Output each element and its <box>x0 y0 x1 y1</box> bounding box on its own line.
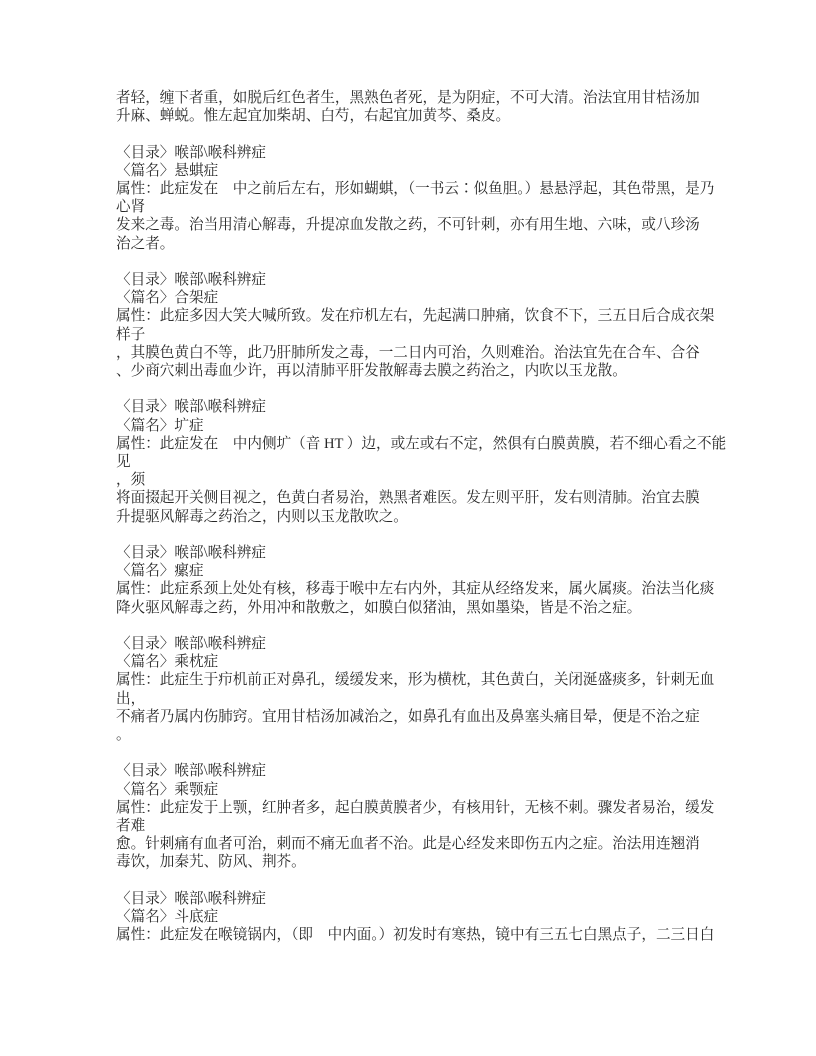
title-line: 〈篇名〉乘颚症 <box>116 781 219 798</box>
body-line: 见 <box>116 454 131 471</box>
title-line: 〈篇名〉瘰症 <box>116 563 204 580</box>
title-line: 〈篇名〉悬蜞症 <box>116 162 219 179</box>
body-line: 、少商穴刺出毒血少许，再以清肺平肝发散解毒去膜之药治之，内吹以玉龙散。 <box>116 363 627 380</box>
body-line: 降火驱风解毒之药，外用冲和散敷之，如膜白似猪油，黑如墨染，皆是不治之症。 <box>116 599 642 616</box>
toc-line: 〈目录〉喉部\喉科辨症 <box>116 890 266 907</box>
section-kuang-zheng <box>116 398 726 525</box>
continuation-line: 升麻、蝉蜕。惟左起宜加柴胡、白芍，右起宜加黄芩、桑皮。 <box>116 108 511 125</box>
toc-line: 〈目录〉喉部\喉科辨症 <box>116 545 266 562</box>
body-line: 属性：此症发于上颚，红肿者多，起白膜黄膜者少，有核用针，无核不刺。骤发者易治，缓发 <box>116 799 715 816</box>
body-line: 属性：此症生于疖机前正对鼻孔，缓缓发来，形为横枕，其色黄白，关闭涎盛痰多，针刺无血 <box>116 672 715 689</box>
body-line: 样子 <box>116 326 146 343</box>
section-doudi-zheng <box>116 890 726 945</box>
body-line: 属性：此症发在 中之前后左右，形如蝴蜞，（一书云∶似鱼胆。）悬悬浮起，其色带黑，是乃 <box>116 181 715 197</box>
toc-line: 〈目录〉喉部\喉科辨症 <box>116 636 266 653</box>
section-hejia-zheng <box>116 271 726 380</box>
toc-line: 〈目录〉喉部\喉科辨症 <box>116 399 266 416</box>
continuation-line: 者轻，缠下者重，如脱后红色者生，黑熟色者死，是为阴症，不可大清。治法宜用甘桔汤加 <box>116 90 700 106</box>
body-line: 属性：此症多因大笑大喊所致。发在疖机左右，先起满口肿痛，饮食不下，三五日后合成衣架 <box>116 308 715 325</box>
toc-line: 〈目录〉喉部\喉科辨症 <box>116 763 266 780</box>
body-line: 出， <box>116 690 146 707</box>
body-line: 治之者。 <box>116 235 175 252</box>
body-line: 属性：此症发在 中内侧圹（音 HT ）边，或左或右不定，然俱有白膜黄膜，若不细心看之不能 <box>116 435 727 452</box>
section-luo-zheng <box>116 544 726 617</box>
body-line: 心肾 <box>116 199 146 216</box>
body-line: 不痛者乃属内伤肺窍。宜用甘桔汤加减治之，如鼻孔有血出及鼻塞头痛目晕，便是不治之症 <box>116 708 700 725</box>
body-line: 属性：此症系颈上处处有核，移毒于喉中左右内外，其症从经络发来，属火属痰。治法当化痰 <box>116 581 715 598</box>
continuation-paragraph <box>116 89 726 125</box>
body-line: 。 <box>116 727 131 744</box>
body-line: 属性：此症发在喉镜锅内，（即 中内面。）初发时有寒热，镜中有三五七白黑点子，二三日白 <box>116 927 715 944</box>
toc-line: 〈目录〉喉部\喉科辨症 <box>116 144 266 161</box>
body-line: 升提驱风解毒之药治之，内则以玉龙散吹之。 <box>116 508 408 525</box>
toc-line: 〈目录〉喉部\喉科辨症 <box>116 272 266 288</box>
title-line: 〈篇名〉乘枕症 <box>116 654 219 671</box>
body-line: 发来之毒。治当用清心解毒，升提凉血发散之药，不可针刺，亦有用生地、六味，或八珍汤 <box>116 217 700 234</box>
body-line: 将面掇起开关侧目视之，色黄白者易治，熟黑者难医。发左则平肝，发右则清肺。治宜去膜 <box>116 490 700 507</box>
title-line: 〈篇名〉斗底症 <box>116 909 219 926</box>
section-chengzhen-zheng <box>116 635 726 744</box>
section-xuanqi-zheng <box>116 144 726 253</box>
title-line: 〈篇名〉圹症 <box>116 417 204 434</box>
section-chenge-zheng <box>116 762 726 871</box>
body-line: 毒饮，加秦艽、防风、荆芥。 <box>116 854 306 871</box>
body-line: ，其膜色黄白不等，此乃肝肺所发之毒，一二日内可治，久则难治。治法宜先在合车、合谷 <box>116 344 700 361</box>
body-line: 者难 <box>116 818 146 835</box>
title-line: 〈篇名〉合架症 <box>116 290 219 307</box>
body-line: 愈。针刺痛有血者可治，刺而不痛无血者不治。此是心经发来即伤五内之症。治法用连翘消 <box>116 836 700 853</box>
body-line: ，须 <box>116 472 146 489</box>
sections-container <box>116 144 726 945</box>
